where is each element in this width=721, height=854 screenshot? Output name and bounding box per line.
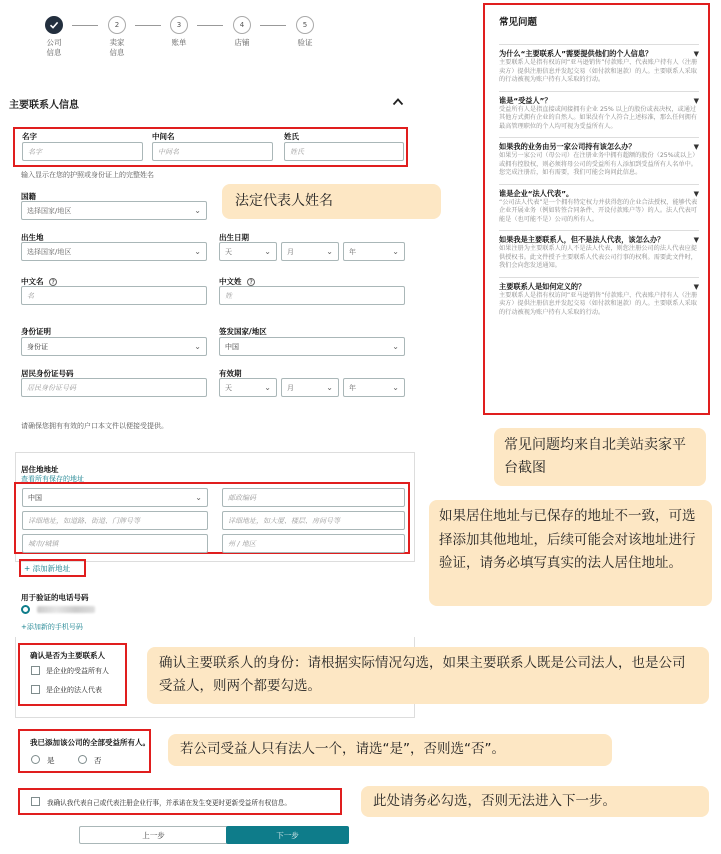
address-country-value: 中国 bbox=[28, 493, 42, 502]
caret-down-icon: ▼ bbox=[693, 282, 699, 291]
faq-answer: 主要联系人是指有权访问“亚马逊销售”付款账户、代表账户持有人（注册卖方）提供注册信息并发起交易（如付款和退款）的人。主要联系人采取的行动被视为账户持有人采取的行动。 bbox=[499, 291, 698, 316]
faq-question: 主要联系人是如何定义的？ bbox=[499, 281, 586, 291]
question-circle-icon[interactable]: ? bbox=[49, 278, 57, 286]
chevron-down-icon: ⌄ bbox=[194, 247, 201, 256]
expiry-year-select[interactable] bbox=[343, 378, 405, 397]
beneficial-owner-checkbox[interactable] bbox=[31, 666, 40, 675]
caret-down-icon: ▼ bbox=[693, 236, 699, 244]
faq-panel bbox=[483, 3, 710, 415]
confirm-checkbox[interactable] bbox=[31, 797, 40, 806]
callout-legal-name: 法定代表人姓名 bbox=[222, 184, 441, 219]
step-4-circle[interactable]: 4 bbox=[233, 16, 251, 34]
caret-down-icon: ▼ bbox=[693, 96, 699, 105]
chevron-down-icon: ⌄ bbox=[392, 342, 399, 351]
id-proof-select[interactable] bbox=[21, 337, 207, 356]
faq-answer: 如果另一家公司（母公司）在注册业务中拥有超额的股份（25%或以上）或拥有控股权，则必须将母公司的受益所有人添加到受益所有人名单中。您完成注册后，如有需要，我们可能会询问此信息。 bbox=[499, 152, 699, 176]
chevron-down-icon: ⌄ bbox=[392, 383, 399, 392]
address-line1-input[interactable]: 详细地址，如道路、街道、门牌号等 bbox=[22, 511, 208, 530]
birthdate-day-value: 天 bbox=[225, 247, 232, 256]
birthplace-label: 出生地 bbox=[21, 233, 44, 242]
last-name-label: 姓氏 bbox=[284, 132, 299, 141]
question-circle-icon[interactable]: ? bbox=[247, 278, 255, 286]
faq-item[interactable] bbox=[499, 277, 699, 324]
beneficiary-no-radio[interactable] bbox=[78, 755, 87, 764]
faq-item[interactable] bbox=[499, 184, 699, 231]
expiry-day-value: 天 bbox=[225, 383, 232, 392]
faq-item[interactable] bbox=[499, 230, 699, 277]
faq-answer: 主要联系人是指有权访问“亚马逊销售”付款账户、代表账户持有人（注册卖方）提供注册信息并发起交易（如付款和退款）的人。主要联系人采取的行动被视为账户持有人采取的行动。 bbox=[499, 59, 698, 83]
chinese-name-input[interactable]: 名 bbox=[21, 286, 207, 305]
id-proof-label: 身份证明 bbox=[21, 327, 51, 336]
nationality-value: 选择国家/地区 bbox=[27, 206, 72, 215]
phone-radio-selected[interactable] bbox=[21, 605, 30, 614]
birthdate-month-select[interactable] bbox=[281, 242, 339, 261]
postal-code-input[interactable]: 邮政编码 bbox=[222, 488, 405, 507]
issue-country-select[interactable] bbox=[219, 337, 405, 356]
step-1-label: 公司 信息 bbox=[46, 38, 62, 57]
birthplace-select[interactable] bbox=[21, 242, 207, 261]
add-address-link[interactable]: + 添加新地址 bbox=[24, 564, 71, 573]
chevron-down-icon: ⌄ bbox=[264, 383, 271, 392]
faq-answer: “公司法人代表”是一个拥有特定权力并获得您的企业合法授权，能够代表企业开展业务（例如转签合同条件、开设付款账户等）的人。法人代表可能是（也可能不是）公司的所有人。 bbox=[499, 198, 698, 223]
faq-answer: 受益所有人是指直接或间接拥有企业 25% 以上的股份或表决权，或通过其他方式拥有企业的自然人。如果没有个人符合上述标准，那么任何拥有最高管理职位的个人均可视为受益所有人。 bbox=[499, 105, 697, 130]
legal-rep-label: 是企业的法人代表 bbox=[46, 686, 102, 694]
chevron-down-icon: ⌄ bbox=[392, 247, 399, 256]
expiry-day-select[interactable] bbox=[219, 378, 277, 397]
add-phone-link[interactable]: +添加新的手机号码 bbox=[21, 623, 83, 631]
beneficial-owner-label: 是企业的受益所有人 bbox=[46, 667, 109, 675]
beneficiary-no-label: 否 bbox=[94, 756, 102, 765]
beneficiary-yes-label: 是 bbox=[47, 756, 55, 765]
faq-item[interactable] bbox=[499, 44, 699, 91]
birthdate-year-select[interactable] bbox=[343, 242, 405, 261]
nationality-select[interactable] bbox=[21, 201, 207, 220]
name-hint: 输入显示在您的护照或身份证上的完整姓名 bbox=[21, 171, 154, 179]
callout-address: 如果居住地址与已保存的地址不一致，可选择添加其他地址，后续可能会对该地址进行验证，请务必填写真实的法人居住地址。 bbox=[429, 500, 712, 606]
city-input[interactable]: 城市/城镇 bbox=[22, 534, 208, 553]
first-name-input[interactable]: 名字 bbox=[22, 142, 143, 161]
id-number-input[interactable]: 居民身份证号码 bbox=[21, 378, 207, 397]
step-2-label: 卖家 信息 bbox=[109, 38, 125, 57]
expiry-label: 有效期 bbox=[219, 369, 242, 378]
callout-identity: 确认主要联系人的身份：请根据实际情况勾选，如果主要联系人既是公司法人，也是公司受益人，则两个都要勾选。 bbox=[147, 647, 709, 704]
faq-question: 谁是企业“法人代表”。 bbox=[499, 188, 574, 198]
step-4-label: 店铺 bbox=[234, 38, 250, 47]
chevron-down-icon: ⌄ bbox=[195, 493, 202, 502]
confirm-text: 我确认我代表自己或代表注册企业行事，并承诺在发生变更时更新受益所有权信息。 bbox=[47, 799, 291, 807]
address-line2-input[interactable]: 详细地址，如大厦、楼层、房间号等 bbox=[222, 511, 405, 530]
state-input[interactable]: 州 / 地区 bbox=[222, 534, 405, 553]
chevron-down-icon: ⌄ bbox=[194, 206, 201, 215]
step-1-check-icon[interactable] bbox=[45, 16, 63, 34]
middle-name-input[interactable]: 中间名 bbox=[152, 142, 273, 161]
birthdate-day-select[interactable] bbox=[219, 242, 277, 261]
caret-down-icon: ▼ bbox=[693, 50, 699, 58]
chevron-down-icon: ⌄ bbox=[326, 247, 333, 256]
callout-faq-source: 常见问题均来自北美站卖家平台截图 bbox=[494, 428, 706, 486]
chevron-down-icon: ⌄ bbox=[264, 247, 271, 256]
chevron-down-icon: ⌄ bbox=[326, 383, 333, 392]
first-name-label: 名字 bbox=[22, 132, 37, 141]
faq-item[interactable] bbox=[499, 91, 699, 138]
section-title: 主要联系人信息 bbox=[9, 100, 79, 111]
caret-down-icon: ▼ bbox=[693, 189, 699, 198]
faq-answer: 如果注册为主要联系人的人不是法人代表，则您注册公司的法人代表应提供授权书。此文件授予主要联系人代表公司行事的权利。需要此文件时，我们会向您发送通知。 bbox=[499, 245, 697, 269]
chevron-down-icon: ⌄ bbox=[194, 342, 201, 351]
nationality-label: 国籍 bbox=[21, 192, 36, 201]
faq-question: 谁是“受益人”？ bbox=[499, 95, 552, 105]
caret-down-icon: ▼ bbox=[693, 143, 699, 151]
address-label: 居住地地址 bbox=[21, 465, 59, 474]
view-saved-addresses-link[interactable]: 查看所有保存的地址 bbox=[21, 475, 84, 483]
chinese-surname-label-text: 中文姓 bbox=[219, 277, 242, 286]
issue-country-label: 签发国家/地区 bbox=[219, 327, 267, 336]
faq-item[interactable] bbox=[499, 137, 699, 184]
step-3-circle[interactable]: 3 bbox=[170, 16, 188, 34]
chinese-name-label-text: 中文名 bbox=[21, 277, 44, 286]
birthplace-value: 选择国家/地区 bbox=[27, 247, 72, 256]
chinese-surname-input[interactable]: 姓 bbox=[219, 286, 405, 305]
legal-rep-checkbox[interactable] bbox=[31, 685, 40, 694]
beneficiary-highlight bbox=[18, 729, 151, 773]
last-name-input[interactable]: 姓氏 bbox=[284, 142, 404, 161]
faq-question: 如果我的业务由另一家公司持有该怎么办？ bbox=[499, 142, 636, 151]
step-2-circle[interactable]: 2 bbox=[108, 16, 126, 34]
step-5-label: 验证 bbox=[297, 38, 313, 47]
birthdate-month-value: 月 bbox=[287, 247, 294, 256]
expiry-month-select[interactable] bbox=[281, 378, 339, 397]
address-country-select[interactable] bbox=[22, 488, 208, 507]
birthdate-year-value: 年 bbox=[349, 247, 356, 256]
prev-button[interactable]: 上一步 bbox=[79, 826, 228, 844]
issue-country-value: 中国 bbox=[225, 342, 239, 351]
phone-label: 用于验证的电话号码 bbox=[21, 593, 89, 602]
expiry-year-value: 年 bbox=[349, 383, 356, 392]
household-hint: 请确保您拥有有效的户口本文件以便接受提供。 bbox=[21, 422, 168, 430]
beneficiary-title: 我已添加该公司的全部受益所有人。 bbox=[30, 738, 150, 747]
middle-name-label: 中间名 bbox=[152, 132, 175, 141]
beneficiary-yes-radio[interactable] bbox=[31, 755, 40, 764]
identity-title: 确认是否为主要联系人 bbox=[30, 651, 105, 660]
expiry-month-value: 月 bbox=[287, 383, 294, 392]
id-number-label: 居民身份证号码 bbox=[21, 369, 74, 378]
step-5-circle[interactable]: 5 bbox=[296, 16, 314, 34]
birthdate-label: 出生日期 bbox=[219, 233, 249, 242]
phone-number-blurred bbox=[37, 606, 95, 613]
callout-confirm: 此处请务必勾选，否则无法进入下一步。 bbox=[361, 786, 709, 817]
id-proof-value: 身份证 bbox=[27, 342, 48, 351]
faq-title: 常见问题 bbox=[499, 17, 538, 28]
callout-beneficiary: 若公司受益人只有法人一个，请选“是”，否则选“否”。 bbox=[168, 734, 612, 766]
faq-question: 为什么“主要联系人”需要提供他们的个人信息？ bbox=[499, 49, 653, 58]
next-button[interactable]: 下一步 bbox=[226, 826, 349, 844]
step-3-label: 账单 bbox=[171, 38, 187, 47]
chevron-up-icon[interactable] bbox=[392, 97, 404, 108]
faq-question: 如果我是主要联系人，但不是法人代表，该怎么办？ bbox=[499, 235, 665, 244]
